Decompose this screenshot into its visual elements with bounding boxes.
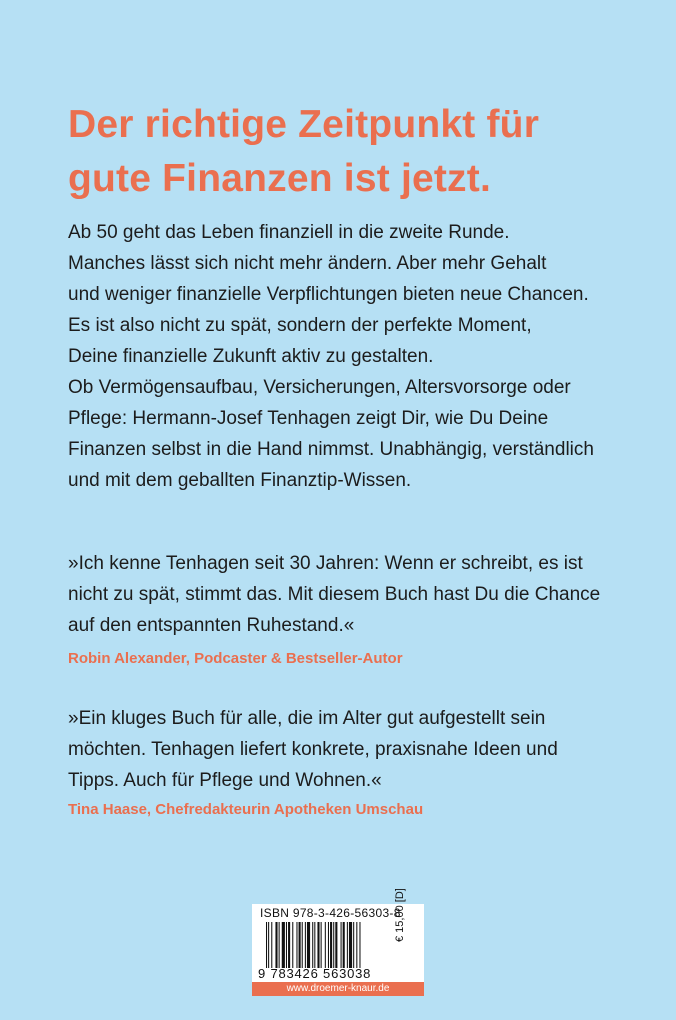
quote-1-attribution: Robin Alexander, Podcaster & Bestseller-Autor xyxy=(68,650,403,667)
barcode-bar xyxy=(282,922,285,968)
headline-line-2: gute Finanzen ist jetzt. xyxy=(68,157,491,200)
intro-line: Finanzen selbst in die Hand nimmst. Unabhängig, verständlich xyxy=(68,439,594,460)
quote-line: auf den entspannten Ruhestand.« xyxy=(68,615,355,636)
quote-line: Tipps. Auch für Pflege und Wohnen.« xyxy=(68,770,382,791)
barcode-bar xyxy=(305,922,306,968)
barcode-bar xyxy=(266,922,267,968)
headline xyxy=(68,98,648,206)
quote-line: »Ein kluges Buch für alle, die im Alter gut aufgestellt sein xyxy=(68,708,546,729)
barcode-bar xyxy=(271,922,272,968)
isbn-label: ISBN 978-3-426-56303-8 xyxy=(260,906,401,920)
barcode-bar xyxy=(343,922,345,968)
quote-line: »Ich kenne Tenhagen seit 30 Jahren: Wenn er schreibt, es ist xyxy=(68,553,583,574)
barcode-bar xyxy=(335,922,337,968)
barcode-bar xyxy=(330,922,332,968)
quote-2-attribution: Tina Haase, Chefredakteurin Apotheken Umschau xyxy=(68,801,424,818)
intro-line: Ob Vermögensaufbau, Versicherungen, Altersvorsorge oder xyxy=(68,377,571,398)
quote-line: möchten. Tenhagen liefert konkrete, praxisnahe Ideen und xyxy=(68,739,558,760)
intro-line: und mit dem geballten Finanztip-Wissen. xyxy=(68,470,412,491)
intro-line: und weniger finanzielle Verpflichtungen bieten neue Chancen. xyxy=(68,284,589,305)
barcode-bar xyxy=(302,922,303,968)
barcode-bar xyxy=(268,922,269,968)
barcode-bar xyxy=(349,922,352,968)
barcode-bar xyxy=(299,922,301,968)
barcode-bar xyxy=(286,922,287,968)
barcode-bar xyxy=(353,922,354,968)
barcode-bar xyxy=(328,922,329,968)
barcode-bar xyxy=(307,922,310,968)
barcode-bar xyxy=(356,922,357,968)
intro-line: Ab 50 geht das Leben finanziell in die zweite Runde. xyxy=(68,222,510,243)
intro-line: Es ist also nicht zu spät, sondern der perfekte Moment, xyxy=(68,315,532,336)
barcode-bar xyxy=(317,922,319,968)
barcode-bar xyxy=(279,922,280,968)
barcode-bars xyxy=(266,922,394,968)
barcode-bar xyxy=(333,922,334,968)
barcode-digits: 9 783426 563038 xyxy=(258,966,372,981)
headline-line-1: Der richtige Zeitpunkt für xyxy=(68,103,540,146)
barcode-bar xyxy=(325,922,326,968)
barcode-bar xyxy=(314,922,315,968)
quote-2 xyxy=(68,703,658,796)
barcode-bar xyxy=(341,922,342,968)
barcode-bar xyxy=(292,922,293,968)
barcode-bar xyxy=(275,922,277,968)
barcode-bar xyxy=(288,922,290,968)
barcode-bar xyxy=(312,922,313,968)
quote-1 xyxy=(68,548,658,641)
intro-line: Manches lässt sich nicht mehr ändern. Aber mehr Gehalt xyxy=(68,253,547,274)
barcode-bar xyxy=(359,922,360,968)
quote-line: nicht zu spät, stimmt das. Mit diesem Buch hast Du die Chance xyxy=(68,584,601,605)
barcode-bar xyxy=(296,922,297,968)
barcode-box xyxy=(252,888,424,996)
intro-line: Deine finanzielle Zukunft aktiv zu gestalten. xyxy=(68,346,434,367)
barcode-bar xyxy=(321,922,322,968)
price-label: € 15,00 [D] xyxy=(394,888,406,942)
barcode-bar xyxy=(347,922,348,968)
intro-line: Pflege: Hermann-Josef Tenhagen zeigt Dir, wie Du Deine xyxy=(68,408,549,429)
intro-paragraph xyxy=(68,217,658,496)
publisher-url: www.droemer-knaur.de xyxy=(252,982,424,996)
